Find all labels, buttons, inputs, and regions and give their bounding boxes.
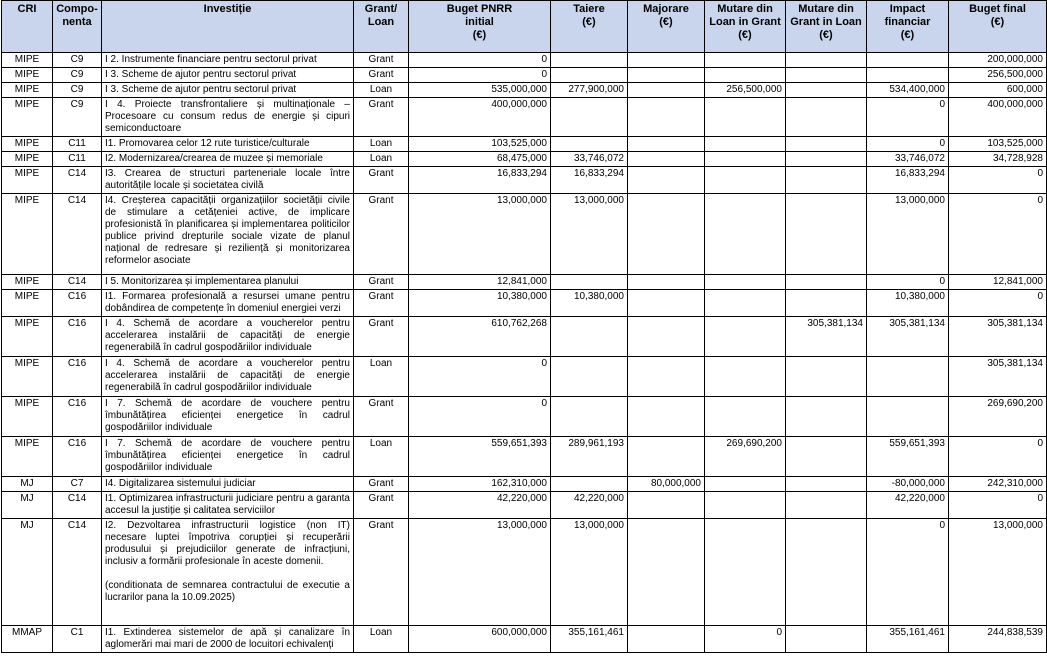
cell-mutare-loan-grant: [705, 477, 786, 492]
cell-majorare: [628, 397, 705, 437]
cell-investitie: [102, 275, 354, 290]
cell-investitie: [102, 83, 354, 98]
table-row: [2, 98, 1047, 137]
cell-taiere: [551, 98, 628, 137]
cell-investitie: [102, 167, 354, 194]
cell-buget-final: 0: [949, 437, 1047, 477]
cell-mutare-loan-grant: [705, 397, 786, 437]
cell-buget-final: 0: [949, 290, 1047, 317]
cell-componenta: C9: [53, 98, 102, 137]
table-row: [2, 53, 1047, 68]
cell-componenta: C14: [53, 275, 102, 290]
cell-grant-loan: Loan: [354, 83, 409, 98]
cell-buget-final: 0: [949, 492, 1047, 519]
cell-investitie: [102, 519, 354, 626]
cell-taiere: 13,000,000: [551, 194, 628, 275]
cell-componenta: C14: [53, 167, 102, 194]
cell-componenta: C11: [53, 137, 102, 152]
cell-buget-final: 305,381,134: [949, 317, 1047, 357]
cell-buget-initial: 400,000,000: [409, 98, 551, 137]
cell-componenta: C14: [53, 519, 102, 626]
table-row: [2, 194, 1047, 275]
cell-impact: 42,220,000: [867, 492, 949, 519]
cell-investitie: [102, 194, 354, 275]
cell-grant-loan: Grant: [354, 53, 409, 68]
cell-majorare: [628, 492, 705, 519]
cell-cri: MIPE: [2, 194, 53, 275]
cell-investitie: [102, 357, 354, 397]
cell-buget-initial: 162,310,000: [409, 477, 551, 492]
cell-taiere: [551, 317, 628, 357]
cell-cri: MJ: [2, 477, 53, 492]
cell-majorare: [628, 98, 705, 137]
cell-mutare-grant-loan: [786, 397, 867, 437]
cell-taiere: [551, 53, 628, 68]
cell-buget-final: 13,000,000: [949, 519, 1047, 626]
cell-buget-initial: 0: [409, 68, 551, 83]
cell-taiere: 277,900,000: [551, 83, 628, 98]
cell-impact: 33,746,072: [867, 152, 949, 167]
cell-grant-loan: Grant: [354, 68, 409, 83]
table-row: [2, 83, 1047, 98]
investitie-note: (conditionata de semnarea contractului de executie a lucrarilor pana la 10.09.2025): [105, 580, 350, 603]
cell-impact: 0: [867, 98, 949, 137]
cell-cri: MIPE: [2, 275, 53, 290]
cell-investitie: [102, 626, 354, 653]
investitie-text: I1. Optimizarea infrastructurii judiciare pentru a garanta accesul la justiție și calitatea serviciilor: [105, 493, 350, 516]
cell-buget-initial: 0: [409, 53, 551, 68]
cell-grant-loan: Grant: [354, 98, 409, 137]
cell-componenta: C16: [53, 437, 102, 477]
investitie-text: I1. Extinderea sistemelor de apă și canalizare în aglomerări mai mari de 2000 de locuitori echivalenți: [105, 627, 350, 650]
cell-mutare-loan-grant: [705, 290, 786, 317]
cell-buget-final: 0: [949, 194, 1047, 275]
cell-grant-loan: Grant: [354, 492, 409, 519]
cell-taiere: [551, 357, 628, 397]
cell-grant-loan: Loan: [354, 626, 409, 653]
cell-investitie: [102, 53, 354, 68]
table-row: [2, 626, 1047, 653]
cell-majorare: [628, 53, 705, 68]
cell-mutare-loan-grant: [705, 137, 786, 152]
cell-investitie: [102, 152, 354, 167]
cell-grant-loan: Grant: [354, 519, 409, 626]
table-row: [2, 275, 1047, 290]
cell-cri: MJ: [2, 519, 53, 626]
investitie-text: I3. Crearea de structuri parteneriale locale între autoritățile locale și societatea civilă: [105, 168, 350, 191]
cell-componenta: C16: [53, 357, 102, 397]
cell-impact: [867, 53, 949, 68]
cell-majorare: 80,000,000: [628, 477, 705, 492]
cell-taiere: 13,000,000: [551, 519, 628, 626]
cell-mutare-grant-loan: [786, 53, 867, 68]
cell-cri: MIPE: [2, 53, 53, 68]
cell-mutare-grant-loan: [786, 68, 867, 83]
cell-investitie: [102, 317, 354, 357]
cell-buget-initial: 610,762,268: [409, 317, 551, 357]
cell-mutare-loan-grant: [705, 357, 786, 397]
investitie-text: I4. Digitalizarea sistemului judiciar: [105, 478, 256, 489]
cell-cri: MIPE: [2, 290, 53, 317]
cell-buget-final: 34,728,928: [949, 152, 1047, 167]
cell-buget-initial: 0: [409, 397, 551, 437]
cell-grant-loan: Grant: [354, 194, 409, 275]
cell-taiere: 33,746,072: [551, 152, 628, 167]
cell-grant-loan: Grant: [354, 317, 409, 357]
cell-buget-final: 12,841,000: [949, 275, 1047, 290]
cell-cri: MJ: [2, 492, 53, 519]
investitie-text: I2. Modernizarea/crearea de muzee și memoriale: [105, 153, 323, 164]
investitie-text: I 4. Schemă de acordare a voucherelor pentru accelerarea instalării de capacități de energie regenerabilă în cadrul gospodăriilor individuale: [105, 318, 350, 353]
cell-impact: [867, 68, 949, 83]
table-row: [2, 397, 1047, 437]
investitie-text: I 4. Schemă de acordare a voucherelor pentru accelerarea instalării de capacități de energie regenerabilă în cadrul gospodăriilor individuale: [105, 358, 350, 393]
cell-componenta: C11: [53, 152, 102, 167]
table-row: [2, 477, 1047, 492]
cell-taiere: 10,380,000: [551, 290, 628, 317]
cell-buget-final: 0: [949, 167, 1047, 194]
cell-mutare-loan-grant: [705, 98, 786, 137]
cell-cri: MIPE: [2, 137, 53, 152]
cell-cri: MIPE: [2, 68, 53, 83]
cell-mutare-grant-loan: [786, 519, 867, 626]
cell-buget-final: 305,381,134: [949, 357, 1047, 397]
cell-investitie: [102, 98, 354, 137]
header-mutare-loan-grant: Mutare din Loan in Grant (€): [705, 1, 786, 53]
table-row: [2, 519, 1047, 626]
cell-mutare-loan-grant: [705, 167, 786, 194]
cell-buget-final: 103,525,000: [949, 137, 1047, 152]
cell-grant-loan: Loan: [354, 137, 409, 152]
cell-investitie: [102, 68, 354, 83]
cell-cri: MIPE: [2, 357, 53, 397]
cell-taiere: [551, 68, 628, 83]
cell-grant-loan: Loan: [354, 357, 409, 397]
table-row: [2, 290, 1047, 317]
cell-taiere: 355,161,461: [551, 626, 628, 653]
cell-buget-initial: 535,000,000: [409, 83, 551, 98]
cell-mutare-grant-loan: [786, 98, 867, 137]
cell-buget-initial: 600,000,000: [409, 626, 551, 653]
investitie-text: I 3. Scheme de ajutor pentru sectorul privat: [105, 69, 297, 80]
investitie-text: I4. Creșterea capacității organizațiilor societății civile de stimulare a cetățeniei active, de implicare profesionistă în planificarea și implementarea politicilor publice privind drepturile sociale vizate de planul național de redresare și reziliență și monitorizarea reformelor asociate: [105, 195, 350, 266]
cell-grant-loan: Grant: [354, 290, 409, 317]
cell-taiere: [551, 477, 628, 492]
cell-buget-final: 200,000,000: [949, 53, 1047, 68]
investitie-text: I 7. Schemă de acordare de vouchere pentru îmbunătățirea eficienței energetice în cadrul gospodăriilor individuale: [105, 398, 350, 433]
header-cri: CRI: [2, 1, 53, 53]
cell-majorare: [628, 83, 705, 98]
header-buget-initial: Buget PNRR initial (€): [409, 1, 551, 53]
header-buget-final: Buget final (€): [949, 1, 1047, 53]
cell-cri: MIPE: [2, 167, 53, 194]
cell-componenta: C16: [53, 317, 102, 357]
cell-investitie: [102, 137, 354, 152]
cell-taiere: [551, 397, 628, 437]
cell-buget-initial: 68,475,000: [409, 152, 551, 167]
cell-buget-initial: 10,380,000: [409, 290, 551, 317]
cell-mutare-grant-loan: [786, 275, 867, 290]
cell-majorare: [628, 152, 705, 167]
investitie-text: I1. Formarea profesională a resursei umane pentru dobândirea de competențe în domeniul energiei verzi: [105, 291, 350, 314]
cell-cri: MIPE: [2, 98, 53, 137]
cell-buget-initial: 0: [409, 357, 551, 397]
header-investitie: Investiție: [102, 1, 354, 53]
cell-cri: MMAP: [2, 626, 53, 653]
cell-impact: 305,381,134: [867, 317, 949, 357]
cell-majorare: [628, 519, 705, 626]
cell-buget-final: 244,838,539: [949, 626, 1047, 653]
cell-impact: -80,000,000: [867, 477, 949, 492]
table-row: [2, 317, 1047, 357]
cell-mutare-grant-loan: [786, 626, 867, 653]
header-row: [2, 1, 1047, 53]
cell-impact: 13,000,000: [867, 194, 949, 275]
cell-mutare-grant-loan: [786, 194, 867, 275]
cell-mutare-loan-grant: 256,500,000: [705, 83, 786, 98]
cell-impact: 10,380,000: [867, 290, 949, 317]
cell-grant-loan: Grant: [354, 167, 409, 194]
cell-buget-final: 242,310,000: [949, 477, 1047, 492]
cell-mutare-grant-loan: [786, 357, 867, 397]
header-impact: Impact financiar (€): [867, 1, 949, 53]
cell-mutare-loan-grant: [705, 492, 786, 519]
cell-grant-loan: Grant: [354, 397, 409, 437]
cell-impact: 0: [867, 137, 949, 152]
cell-impact: 355,161,461: [867, 626, 949, 653]
cell-impact: 16,833,294: [867, 167, 949, 194]
table-row: [2, 437, 1047, 477]
header-taiere: Taiere (€): [551, 1, 628, 53]
cell-grant-loan: Loan: [354, 437, 409, 477]
cell-buget-final: 400,000,000: [949, 98, 1047, 137]
cell-mutare-grant-loan: [786, 437, 867, 477]
cell-componenta: C9: [53, 83, 102, 98]
cell-cri: MIPE: [2, 152, 53, 167]
investitie-text: I 3. Scheme de ajutor pentru sectorul privat: [105, 84, 297, 95]
header-componenta: Compo- nenta: [53, 1, 102, 53]
investitie-text: I 5. Monitorizarea și implementarea planului: [105, 276, 299, 287]
cell-mutare-loan-grant: [705, 194, 786, 275]
header-mutare-grant-loan: Mutare din Grant in Loan (€): [786, 1, 867, 53]
cell-investitie: [102, 492, 354, 519]
cell-buget-initial: 559,651,393: [409, 437, 551, 477]
table-row: [2, 492, 1047, 519]
cell-taiere: [551, 137, 628, 152]
cell-mutare-loan-grant: [705, 519, 786, 626]
table-row: [2, 167, 1047, 194]
cell-mutare-loan-grant: 0: [705, 626, 786, 653]
cell-investitie: [102, 290, 354, 317]
cell-majorare: [628, 317, 705, 357]
cell-mutare-grant-loan: [786, 492, 867, 519]
cell-buget-initial: 12,841,000: [409, 275, 551, 290]
cell-mutare-grant-loan: [786, 83, 867, 98]
cell-componenta: C14: [53, 194, 102, 275]
cell-impact: 0: [867, 519, 949, 626]
cell-mutare-grant-loan: 305,381,134: [786, 317, 867, 357]
cell-investitie: [102, 437, 354, 477]
cell-grant-loan: Grant: [354, 477, 409, 492]
cell-impact: 0: [867, 275, 949, 290]
cell-mutare-loan-grant: [705, 275, 786, 290]
cell-majorare: [628, 68, 705, 83]
cell-majorare: [628, 290, 705, 317]
table-row: [2, 137, 1047, 152]
cell-grant-loan: Grant: [354, 275, 409, 290]
cell-majorare: [628, 626, 705, 653]
cell-componenta: C7: [53, 477, 102, 492]
cell-buget-initial: 13,000,000: [409, 519, 551, 626]
cell-buget-initial: 103,525,000: [409, 137, 551, 152]
cell-grant-loan: Loan: [354, 152, 409, 167]
cell-mutare-loan-grant: [705, 152, 786, 167]
cell-mutare-grant-loan: [786, 137, 867, 152]
cell-buget-final: 269,690,200: [949, 397, 1047, 437]
table-row: [2, 357, 1047, 397]
cell-mutare-loan-grant: [705, 317, 786, 357]
cell-majorare: [628, 357, 705, 397]
cell-taiere: 42,220,000: [551, 492, 628, 519]
cell-majorare: [628, 194, 705, 275]
table-row: [2, 68, 1047, 83]
cell-cri: MIPE: [2, 397, 53, 437]
cell-componenta: C9: [53, 68, 102, 83]
cell-cri: MIPE: [2, 83, 53, 98]
cell-buget-initial: 16,833,294: [409, 167, 551, 194]
cell-mutare-grant-loan: [786, 152, 867, 167]
cell-majorare: [628, 275, 705, 290]
cell-investitie: [102, 397, 354, 437]
cell-buget-final: 256,500,000: [949, 68, 1047, 83]
cell-investitie: [102, 477, 354, 492]
cell-taiere: 16,833,294: [551, 167, 628, 194]
cell-mutare-loan-grant: 269,690,200: [705, 437, 786, 477]
investitie-text: I 7. Schemă de acordare de vouchere pentru îmbunătățirea eficienței energetice în cadrul gospodăriilor individuale: [105, 438, 350, 473]
budget-table: [1, 0, 1047, 653]
cell-mutare-grant-loan: [786, 290, 867, 317]
investitie-text: I 4. Proiecte transfrontaliere și multinaționale – Procesoare cu consum redus de energie și cipuri semiconductoare: [105, 99, 350, 134]
table-body: [2, 53, 1047, 653]
cell-cri: MIPE: [2, 437, 53, 477]
cell-cri: MIPE: [2, 317, 53, 357]
cell-componenta: C14: [53, 492, 102, 519]
header-grant-loan: Grant/ Loan: [354, 1, 409, 53]
cell-buget-initial: 13,000,000: [409, 194, 551, 275]
investitie-text: I 2. Instrumente financiare pentru sectorul privat: [105, 54, 317, 65]
cell-componenta: C16: [53, 290, 102, 317]
cell-impact: 559,651,393: [867, 437, 949, 477]
cell-mutare-loan-grant: [705, 68, 786, 83]
cell-componenta: C1: [53, 626, 102, 653]
cell-buget-initial: 42,220,000: [409, 492, 551, 519]
investitie-text: I2. Dezvoltarea infrastructurii logistice (non IT) necesare luptei împotriva corupției și recuperării produsului și prejudiciilor generate de infracțiuni, inclusiv a formării profesionale în aceste domenii.: [105, 520, 350, 567]
cell-componenta: C9: [53, 53, 102, 68]
cell-majorare: [628, 137, 705, 152]
cell-majorare: [628, 437, 705, 477]
cell-impact: 534,400,000: [867, 83, 949, 98]
cell-mutare-loan-grant: [705, 53, 786, 68]
investitie-text: I1. Promovarea celor 12 rute turistice/culturale: [105, 138, 310, 149]
header-majorare: Majorare (€): [628, 1, 705, 53]
table-row: [2, 152, 1047, 167]
cell-buget-final: 600,000: [949, 83, 1047, 98]
cell-componenta: C16: [53, 397, 102, 437]
cell-impact: [867, 397, 949, 437]
cell-taiere: 289,961,193: [551, 437, 628, 477]
cell-mutare-grant-loan: [786, 167, 867, 194]
cell-impact: [867, 357, 949, 397]
cell-mutare-grant-loan: [786, 477, 867, 492]
cell-majorare: [628, 167, 705, 194]
cell-taiere: [551, 275, 628, 290]
